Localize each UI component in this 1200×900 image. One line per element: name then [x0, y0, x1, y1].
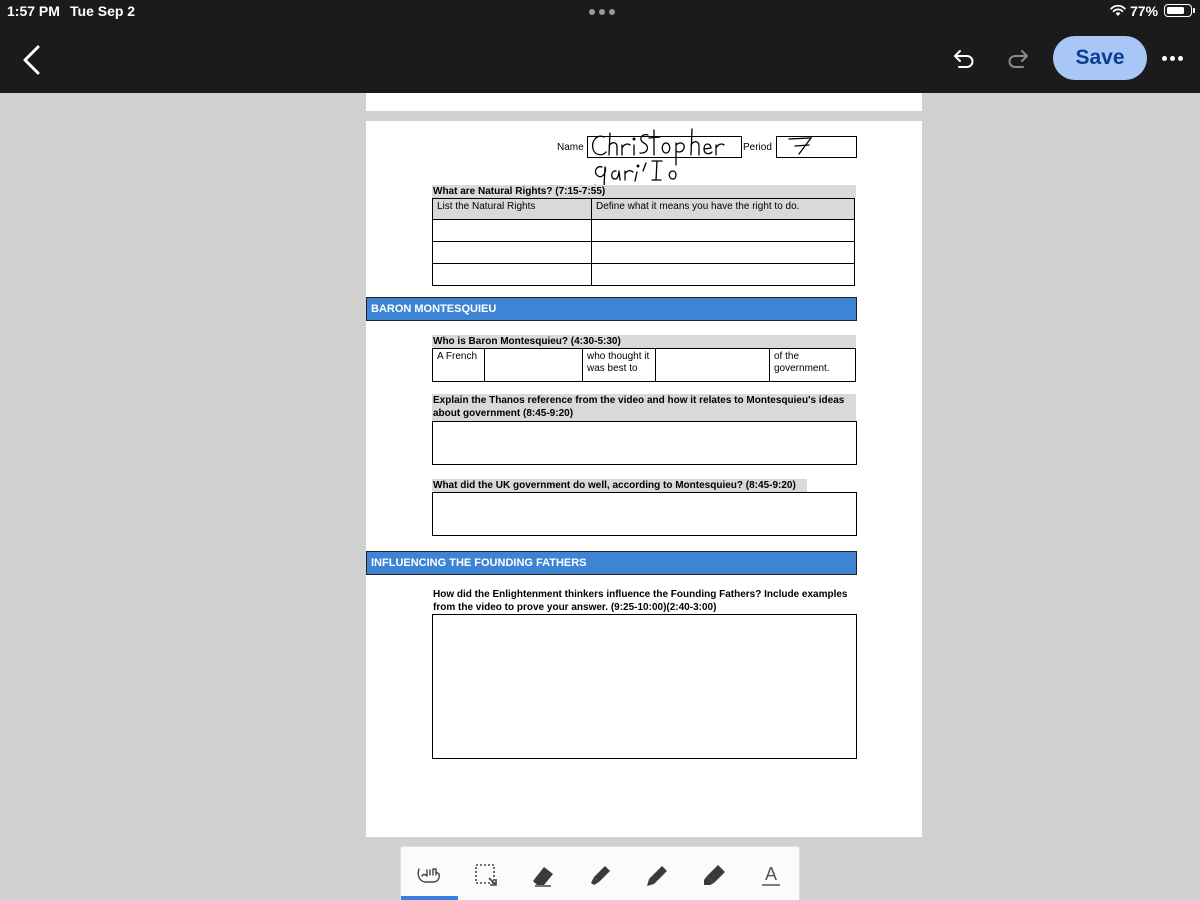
period-label: Period: [743, 142, 772, 153]
table-cell[interactable]: [433, 220, 592, 242]
pen-icon[interactable]: [643, 861, 671, 889]
who-cell-1: A French: [433, 349, 485, 382]
uk-question: What did the UK government do well, according to Montesquieu? (8:45-9:20): [432, 479, 807, 492]
who-question: Who is Baron Montesquieu? (4:30-5:30): [432, 335, 856, 348]
table-cell[interactable]: [592, 264, 855, 286]
handwritten-name-signature: [588, 125, 753, 191]
lasso-hand-icon[interactable]: [415, 861, 443, 889]
founding-answer-box[interactable]: [432, 614, 857, 759]
thanos-question: Explain the Thanos reference from the video and how it relates to Montesquieu's ideas about government (8:45-9:20): [432, 394, 856, 421]
top-bar: [0, 0, 1200, 93]
table-cell[interactable]: [592, 242, 855, 264]
selection-icon[interactable]: [472, 861, 500, 889]
status-time: 1:57 PM: [7, 3, 60, 19]
table-cell[interactable]: [433, 264, 592, 286]
undo-icon[interactable]: [950, 45, 978, 73]
name-label: Name: [557, 142, 584, 153]
battery-icon: [1164, 4, 1192, 17]
battery-percent: 77%: [1130, 3, 1159, 19]
natural-rights-col1-header: List the Natural Rights: [433, 199, 592, 220]
section-header-founding-fathers: INFLUENCING THE FOUNDING FATHERS: [366, 551, 857, 575]
more-icon[interactable]: [1162, 48, 1186, 68]
who-table: [432, 348, 856, 382]
who-cell-4[interactable]: [656, 349, 770, 382]
multitasking-dots-icon[interactable]: [589, 9, 615, 15]
back-chevron-icon[interactable]: [18, 43, 46, 77]
active-tool-indicator: [401, 896, 458, 900]
uk-answer-box[interactable]: [432, 492, 857, 536]
save-button[interactable]: Save: [1053, 36, 1147, 80]
svg-text:A: A: [764, 864, 778, 884]
table-cell[interactable]: [592, 220, 855, 242]
founding-question: How did the Enlightenment thinkers influence the Founding Fathers? Include examples from the video to prove your answer. (9:25-10:00)(2:40-3:00): [432, 588, 856, 615]
handwritten-period: [786, 134, 818, 156]
worksheet-page[interactable]: [366, 121, 922, 837]
marker-icon[interactable]: [700, 861, 728, 889]
section-header-montesquieu: BARON MONTESQUIEU: [366, 297, 857, 321]
highlighter-icon[interactable]: [586, 861, 614, 889]
who-cell-5: of the government.: [770, 349, 856, 382]
drawing-toolbar: [400, 846, 800, 900]
natural-rights-question: What are Natural Rights? (7:15-7:55): [432, 185, 856, 198]
wifi-icon: [1110, 4, 1126, 17]
who-cell-3: who thought it was best to: [583, 349, 656, 382]
text-tool-icon[interactable]: [757, 861, 785, 889]
thanos-answer-box[interactable]: [432, 421, 857, 465]
natural-rights-table: [432, 198, 855, 286]
who-cell-2[interactable]: [485, 349, 583, 382]
table-cell[interactable]: [433, 242, 592, 264]
status-date: Tue Sep 2: [70, 3, 136, 19]
eraser-icon[interactable]: [529, 861, 557, 889]
natural-rights-col2-header: Define what it means you have the right to do.: [592, 199, 855, 220]
redo-icon[interactable]: [1004, 45, 1032, 73]
previous-page-edge: [366, 93, 922, 111]
